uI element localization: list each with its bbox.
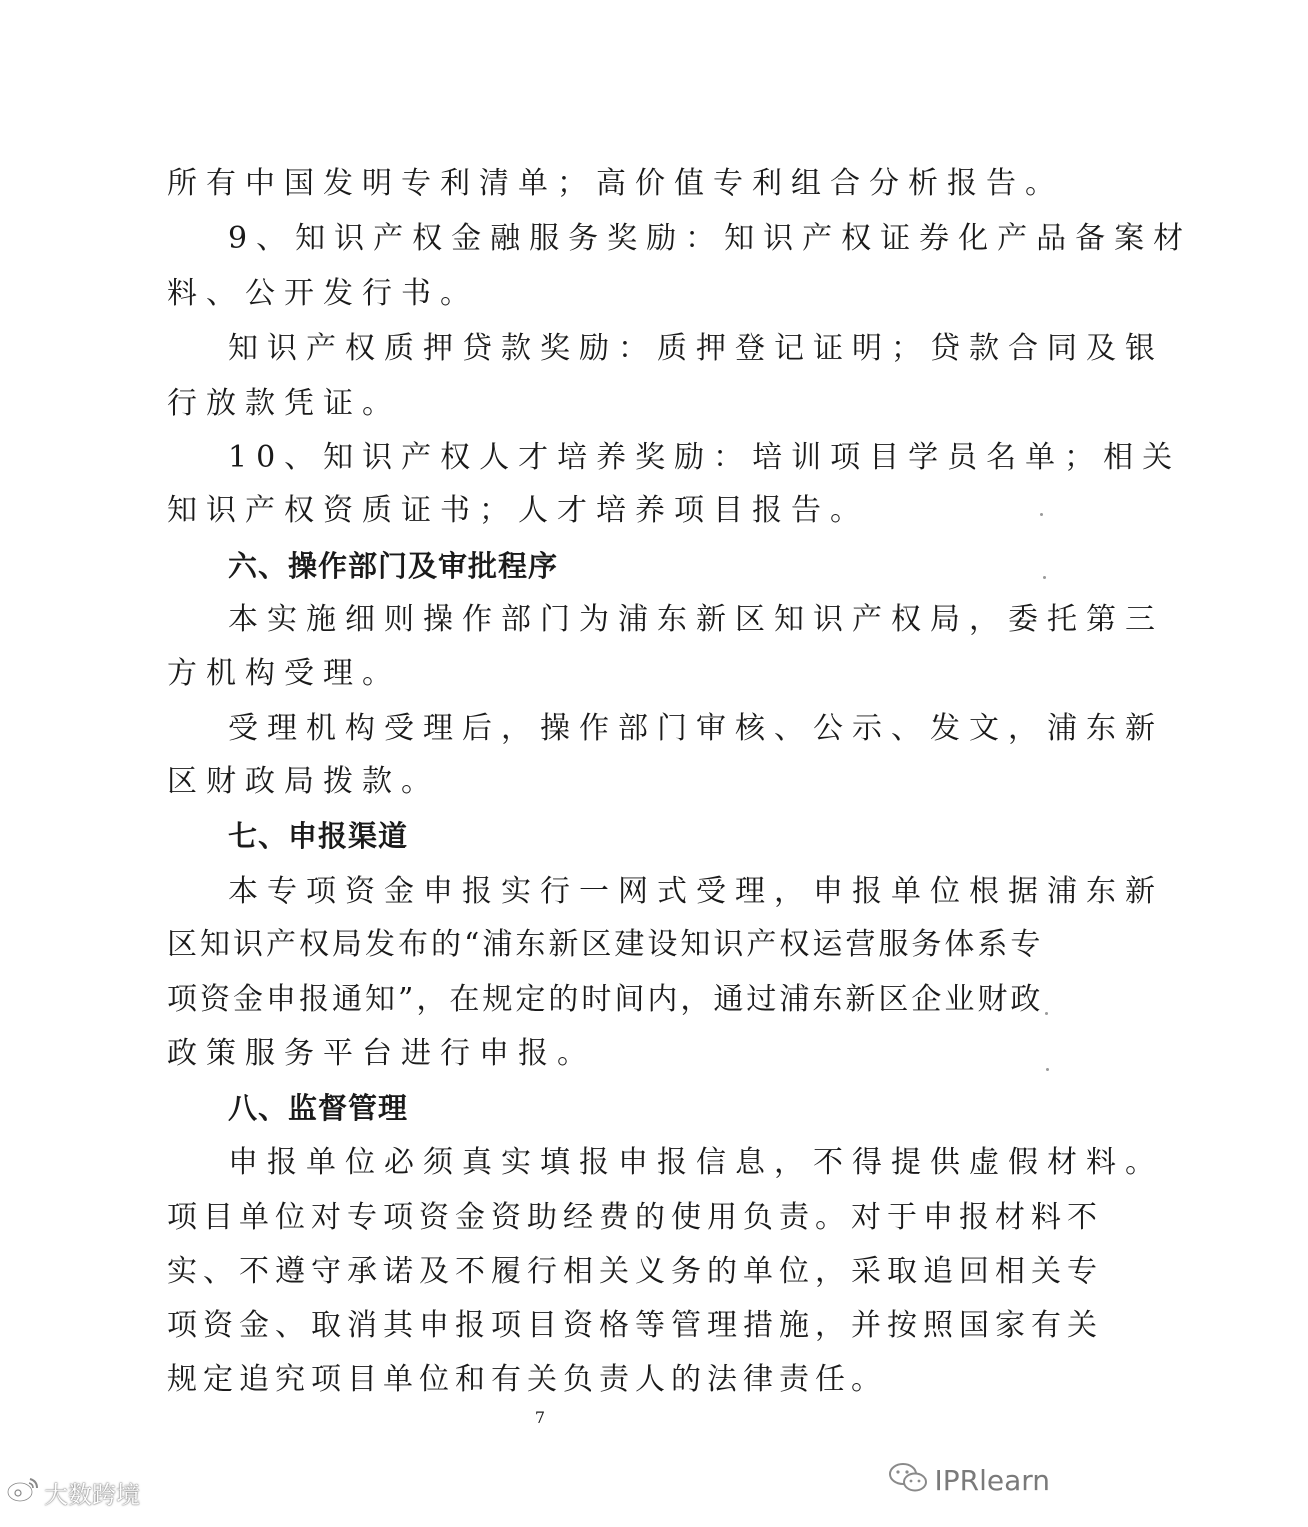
section-heading: 八、监督管理 xyxy=(228,1091,409,1125)
body-line: 政策服务平台进行申报。 xyxy=(167,1036,596,1071)
body-line: 受理机构受理后，操作部门审核、公示、发文，浦东新 xyxy=(228,711,1164,746)
watermark-right-text: IPRlearn xyxy=(934,1463,1050,1497)
body-line: 知识产权质押贷款奖励：质押登记证明；贷款合同及银 xyxy=(228,331,1164,366)
body-line: 料、公开发行书。 xyxy=(167,276,479,311)
body-line: 9、知识产权金融服务奖励：知识产权证券化产品备案材 xyxy=(228,221,1193,256)
scan-speck xyxy=(1046,1068,1049,1071)
body-line: 实、不遵守承诺及不履行相关义务的单位，采取追回相关专 xyxy=(167,1254,1103,1289)
watermark-right xyxy=(888,1462,1050,1498)
body-line: 规定追究项目单位和有关负责人的法律责任。 xyxy=(167,1362,887,1397)
body-line: 区知识产权局发布的“浦东新区建设知识产权运营服务体系专 xyxy=(167,927,1044,962)
body-line: 项目单位对专项资金资助经费的使用负责。对于申报材料不 xyxy=(167,1200,1103,1235)
scan-speck xyxy=(1045,1012,1048,1015)
body-line: 区财政局拨款。 xyxy=(167,764,440,799)
body-line: 本专项资金申报实行一网式受理，申报单位根据浦东新 xyxy=(228,874,1164,909)
section-heading: 六、操作部门及审批程序 xyxy=(228,549,559,583)
body-line: 10、知识产权人才培养奖励：培训项目学员名单；相关 xyxy=(228,440,1182,475)
body-line: 本实施细则操作部门为浦东新区知识产权局，委托第三 xyxy=(228,602,1164,637)
section-heading: 七、申报渠道 xyxy=(228,819,409,853)
body-line: 行放款凭证。 xyxy=(167,386,401,421)
scan-speck xyxy=(1040,513,1043,516)
body-line: 所有中国发明专利清单；高价值专利组合分析报告。 xyxy=(167,166,1064,201)
body-line: 知识产权资质证书；人才培养项目报告。 xyxy=(167,493,869,528)
body-line: 申报单位必须真实填报申报信息，不得提供虚假材料。 xyxy=(228,1145,1164,1180)
body-line: 方机构受理。 xyxy=(167,656,401,691)
weibo-logo-icon xyxy=(6,1475,40,1509)
wechat-logo-icon xyxy=(888,1461,928,1500)
body-line: 项资金、取消其申报项目资格等管理措施，并按照国家有关 xyxy=(167,1308,1103,1343)
watermark-left-text: 大数跨境 xyxy=(44,1480,140,1509)
scan-speck xyxy=(1043,576,1046,579)
body-line: 项资金申报通知”，在规定的时间内，通过浦东新区企业财政 xyxy=(167,982,1044,1017)
watermark-left xyxy=(6,1475,140,1509)
page-number: 7 xyxy=(534,1408,546,1427)
